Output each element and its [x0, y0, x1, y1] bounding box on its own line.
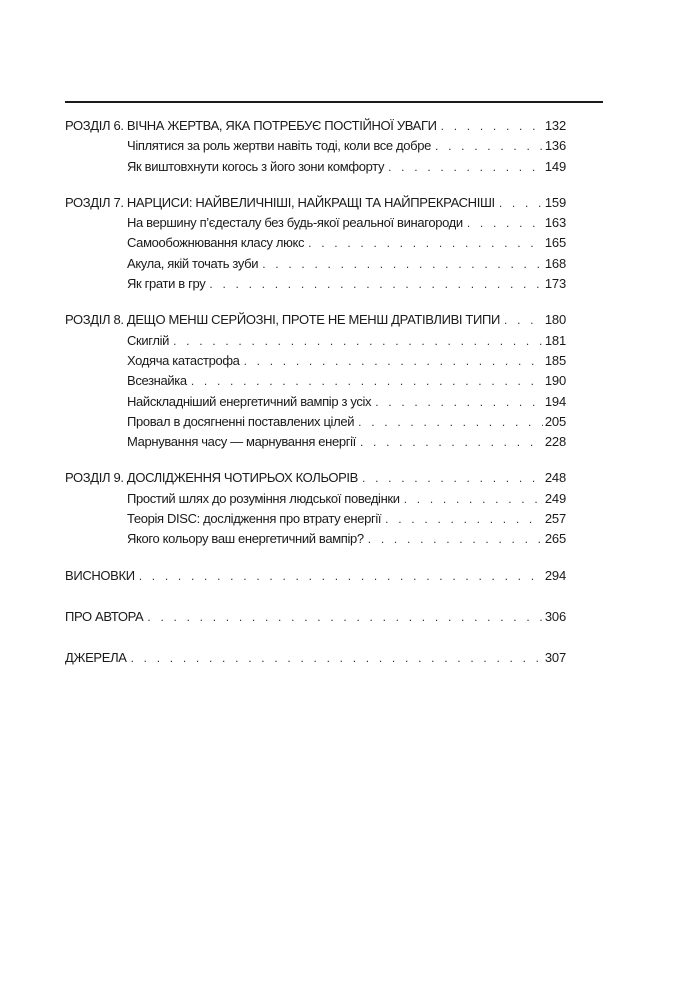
toc-entry-label: Як грати в гру: [127, 276, 206, 292]
toc-chapter-entry[interactable]: [65, 648, 566, 668]
leader-dots: [375, 392, 543, 412]
toc-subsection-entry[interactable]: [65, 509, 566, 529]
toc-chapter-entry[interactable]: [65, 116, 566, 136]
toc-subsection-entry[interactable]: [65, 331, 566, 351]
leader-dots: [435, 136, 543, 156]
toc-page-number: 173: [544, 276, 566, 292]
toc-group-chapter-8: [65, 310, 566, 452]
leader-dots: [499, 193, 543, 213]
leader-dots: [173, 331, 543, 351]
toc-page-number: 194: [544, 393, 566, 409]
toc-subsection-entry[interactable]: [65, 233, 566, 253]
leader-dots: [385, 509, 543, 529]
toc-entry-label: Провал в досягненні поставлених цілей: [127, 413, 355, 429]
toc-entry-label: РОЗДІЛ 7. НАРЦИСИ: НАЙВЕЛИЧНІШІ, НАЙКРАЩІ ТА НАЙПРЕКРАСНІШІ: [65, 194, 495, 210]
toc-entry-label: Скиглій: [127, 332, 170, 348]
toc-entry-label: Всезнайка: [127, 373, 187, 389]
toc-page-number: 185: [544, 352, 566, 368]
toc-subsection-entry[interactable]: [65, 274, 566, 294]
toc-subsection-entry[interactable]: [65, 371, 566, 391]
toc-subsection-entry[interactable]: [65, 412, 566, 432]
leader-dots: [388, 157, 543, 177]
table-of-contents: [65, 116, 566, 690]
toc-page-number: 265: [544, 531, 566, 547]
toc-entry-label: ВИСНОВКИ: [65, 567, 135, 583]
toc-chapter-entry[interactable]: [65, 607, 566, 627]
leader-dots: [441, 116, 543, 136]
toc-page-number: 165: [544, 235, 566, 251]
toc-entry-label: ПРО АВТОРА: [65, 608, 144, 624]
toc-page-number: 132: [544, 118, 566, 133]
toc-page-number: 294: [544, 567, 566, 583]
toc-page-number: 159: [544, 194, 566, 210]
leader-dots: [308, 233, 543, 253]
toc-chapter-entry[interactable]: [65, 566, 566, 586]
leader-dots: [131, 648, 543, 668]
toc-group-chapter-7: [65, 193, 566, 294]
toc-subsection-entry[interactable]: [65, 254, 566, 274]
toc-page-number: 306: [544, 608, 566, 624]
leader-dots: [467, 213, 543, 233]
toc-page-number: 249: [544, 490, 566, 506]
toc-entry-label: Чіплятися за роль жертви навіть тоді, коли все добре: [127, 138, 431, 154]
toc-entry-label: ДЖЕРЕЛА: [65, 650, 127, 666]
toc-entry-label: РОЗДІЛ 9. ДОСЛІДЖЕННЯ ЧОТИРЬОХ КОЛЬОРІВ: [65, 470, 359, 486]
toc-entry-label: Акула, якій точать зуби: [127, 255, 259, 271]
leader-dots: [368, 529, 543, 549]
toc-entry-label: РОЗДІЛ 6. ВІЧНА ЖЕРТВА, ЯКА ПОТРЕБУЄ ПОСТІЙНОЇ УВАГИ: [65, 118, 437, 133]
leader-dots: [191, 371, 543, 391]
toc-subsection-entry[interactable]: [65, 213, 566, 233]
toc-group-chapter-9: [65, 468, 566, 549]
leader-dots: [209, 274, 543, 294]
toc-subsection-entry[interactable]: [65, 529, 566, 549]
leader-dots: [262, 254, 543, 274]
toc-entry-label: Самообожнювання класу люкс: [127, 235, 305, 251]
toc-entry-label: На вершину п’єдесталу без будь-якої реальної винагороди: [127, 215, 463, 231]
toc-page-number: 168: [544, 255, 566, 271]
toc-page-number: 136: [544, 138, 566, 154]
toc-page-number: 248: [544, 470, 566, 486]
toc-chapter-entry[interactable]: [65, 468, 566, 488]
toc-page-number: 228: [544, 434, 566, 450]
toc-subsection-entry[interactable]: [65, 432, 566, 452]
toc-entry-label: Як виштовхнути когось з його зони комфорту: [127, 158, 385, 174]
toc-entry-label: РОЗДІЛ 8. ДЕЩО МЕНШ СЕРЙОЗНІ, ПРОТЕ НЕ МЕНШ ДРАТІВЛИВІ ТИПИ: [65, 312, 501, 328]
toc-entry-label: Простий шлях до розуміння людської поведінки: [127, 490, 400, 506]
leader-dots: [360, 432, 543, 452]
toc-group-about-author: [65, 607, 566, 627]
toc-entry-label: Найскладніший енергетичний вампір з усіх: [127, 393, 372, 409]
toc-group-sources: [65, 648, 566, 668]
toc-group-chapter-6: [65, 116, 566, 177]
toc-page-number: 180: [544, 312, 566, 328]
toc-subsection-entry[interactable]: [65, 157, 566, 177]
toc-page-number: 163: [544, 215, 566, 231]
leader-dots: [147, 607, 543, 627]
toc-group-conclusions: [65, 566, 566, 586]
toc-subsection-entry[interactable]: [65, 489, 566, 509]
toc-chapter-entry[interactable]: [65, 193, 566, 213]
toc-page-number: 181: [544, 332, 566, 348]
leader-dots: [244, 351, 543, 371]
toc-page-number: 257: [544, 511, 566, 527]
leader-dots: [362, 468, 543, 488]
toc-page-number: 205: [544, 413, 566, 429]
toc-subsection-entry[interactable]: [65, 136, 566, 156]
toc-page-number: 190: [544, 373, 566, 389]
toc-subsection-entry[interactable]: [65, 392, 566, 412]
toc-entry-label: Якого кольору ваш енергетичний вампір?: [127, 531, 364, 547]
toc-page-number: 149: [544, 158, 566, 174]
leader-dots: [358, 412, 543, 432]
toc-page-number: 307: [544, 650, 566, 666]
toc-entry-label: Теорія DISC: дослідження про втрату енергії: [127, 511, 382, 527]
leader-dots: [404, 489, 543, 509]
leader-dots: [139, 566, 543, 586]
leader-dots: [504, 310, 543, 330]
toc-entry-label: Марнування часу — марнування енергії: [127, 434, 356, 450]
top-rule: [65, 101, 603, 103]
toc-entry-label: Ходяча катастрофа: [127, 352, 240, 368]
toc-chapter-entry[interactable]: [65, 310, 566, 330]
toc-subsection-entry[interactable]: [65, 351, 566, 371]
